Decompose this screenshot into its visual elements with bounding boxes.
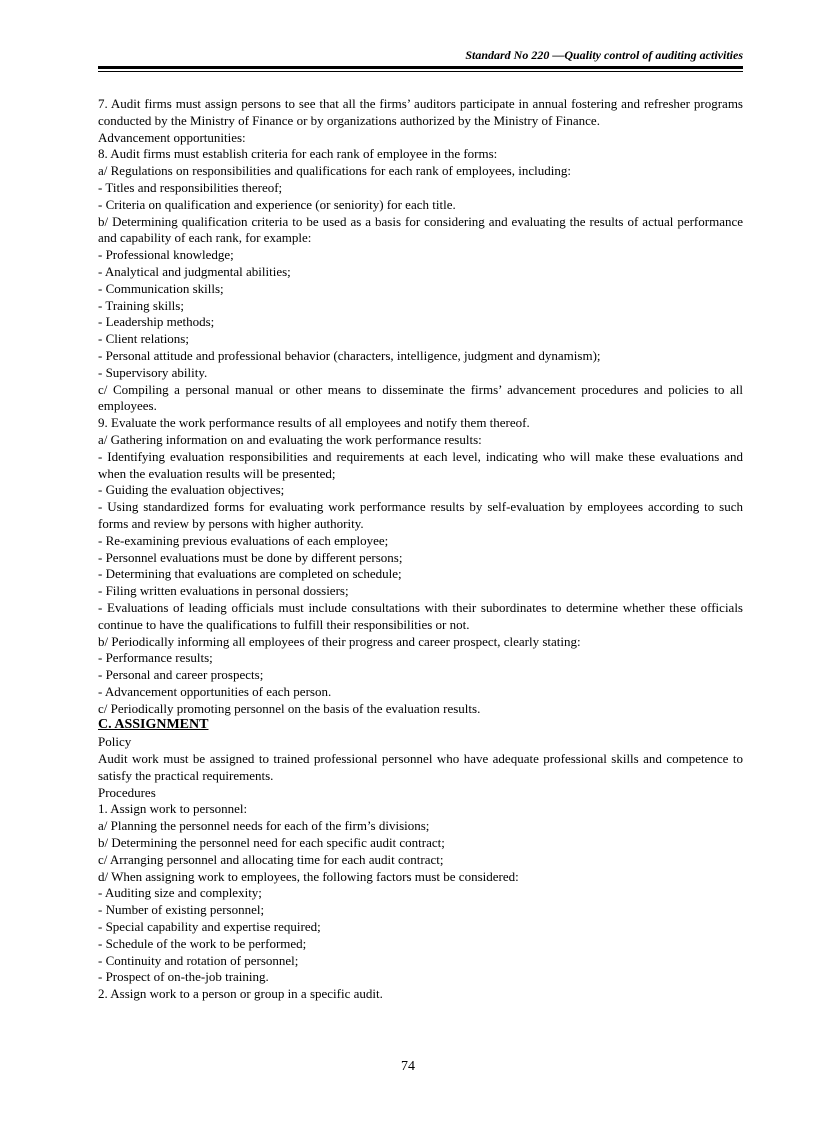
list-item: - Schedule of the work to be performed; [98,935,307,951]
document-body [98,96,743,1003]
header-rule-thick [98,66,743,69]
subheading: Policy [98,734,132,750]
subheading: Procedures [98,784,156,800]
list-item: - Performance results; [98,650,213,666]
paragraph: a/ Planning the personnel needs for each of the firm’s divisions; [98,818,430,834]
paragraph: b/ Periodically informing all employees of their progress and career prospect, clearly stating: [98,633,581,649]
list-item: - Training skills; [98,297,184,313]
paragraph: 9. Evaluate the work performance results of all employees and notify them thereof. [98,415,530,431]
list-item: - Determining that evaluations are completed on schedule; [98,566,402,582]
list-item: - Criteria on qualification and experience (or seniority) for each title. [98,196,456,212]
list-item: - Professional knowledge; [98,247,234,263]
paragraph: c/ Periodically promoting personnel on the basis of the evaluation results. [98,700,481,716]
list-item: - Titles and responsibilities thereof; [98,179,283,195]
list-item: - Personnel evaluations must be done by different persons; [98,549,403,565]
paragraph: 8. Audit firms must establish criteria for each rank of employee in the forms: [98,146,498,162]
list-item: - Number of existing personnel; [98,902,265,918]
paragraph: d/ When assigning work to employees, the following factors must be considered: [98,868,519,884]
list-item: - Client relations; [98,331,189,347]
paragraph: a/ Gathering information on and evaluating the work performance results: [98,431,482,447]
list-item: - Special capability and expertise required; [98,919,321,935]
list-item: - Prospect of on-the-job training. [98,969,269,985]
paragraph: c/ Arranging personnel and allocating time for each audit contract; [98,851,444,867]
list-item: - Continuity and rotation of personnel; [98,952,299,968]
paragraph: 2. Assign work to a person or group in a specific audit. [98,986,383,1002]
paragraph: c/ Compiling a personal manual or other means to disseminate the firms’ advancement procedures and policies to all employees. [98,381,743,414]
paragraph: b/ Determining qualification criteria to be used as a basis for considering and evaluating the results of actual performance and capability of each rank, for example: [98,213,743,246]
list-item: - Personal and career prospects; [98,667,264,683]
list-item: - Using standardized forms for evaluating work performance results by self-evaluation by employees according to such forms and review by persons with higher authority. [98,499,743,531]
list-item: - Auditing size and complexity; [98,885,262,901]
list-item: - Analytical and judgmental abilities; [98,263,291,279]
paragraph: 7. Audit firms must assign persons to see that all the firms’ auditors participate in annual fostering and refresher programs conducted by the Ministry of Finance or by organizations authorized by the Ministry of Finance. [98,96,743,128]
list-item: - Personal attitude and professional behavior (characters, intelligence, judgment and dynamism); [98,347,601,363]
paragraph: Audit work must be assigned to trained professional personnel who have adequate professional skills and competence to satisfy the practical requirements. [98,751,743,783]
page-number: 74 [401,1059,415,1074]
list-item: - Leadership methods; [98,314,215,330]
section-heading: C. ASSIGNMENT [98,717,209,733]
list-item: - Filing written evaluations in personal dossiers; [98,583,349,599]
list-item: - Re-examining previous evaluations of each employee; [98,532,389,548]
paragraph: b/ Determining the personnel need for each specific audit contract; [98,835,445,851]
paragraph: 1. Assign work to personnel: [98,801,248,817]
list-item: - Supervisory ability. [98,364,208,380]
list-item: - Advancement opportunities of each person. [98,683,332,699]
page-header: Standard No 220 —Quality control of auditing activities [465,48,743,62]
header-rule-thin [98,71,743,72]
list-item: - Communication skills; [98,280,224,296]
list-item: - Guiding the evaluation objectives; [98,482,285,498]
list-item: - Evaluations of leading officials must include consultations with their subordinates to determine whether these officials continue to have the qualifications to fulfill their responsibilities or not. [98,599,743,632]
paragraph: a/ Regulations on responsibilities and qualifications for each rank of employees, including: [98,163,571,179]
subheading: Advancement opportunities: [98,129,246,145]
list-item: - Identifying evaluation responsibilities and requirements at each level, indicating who will make these evaluations and when the evaluation results will be presented; [98,448,743,481]
